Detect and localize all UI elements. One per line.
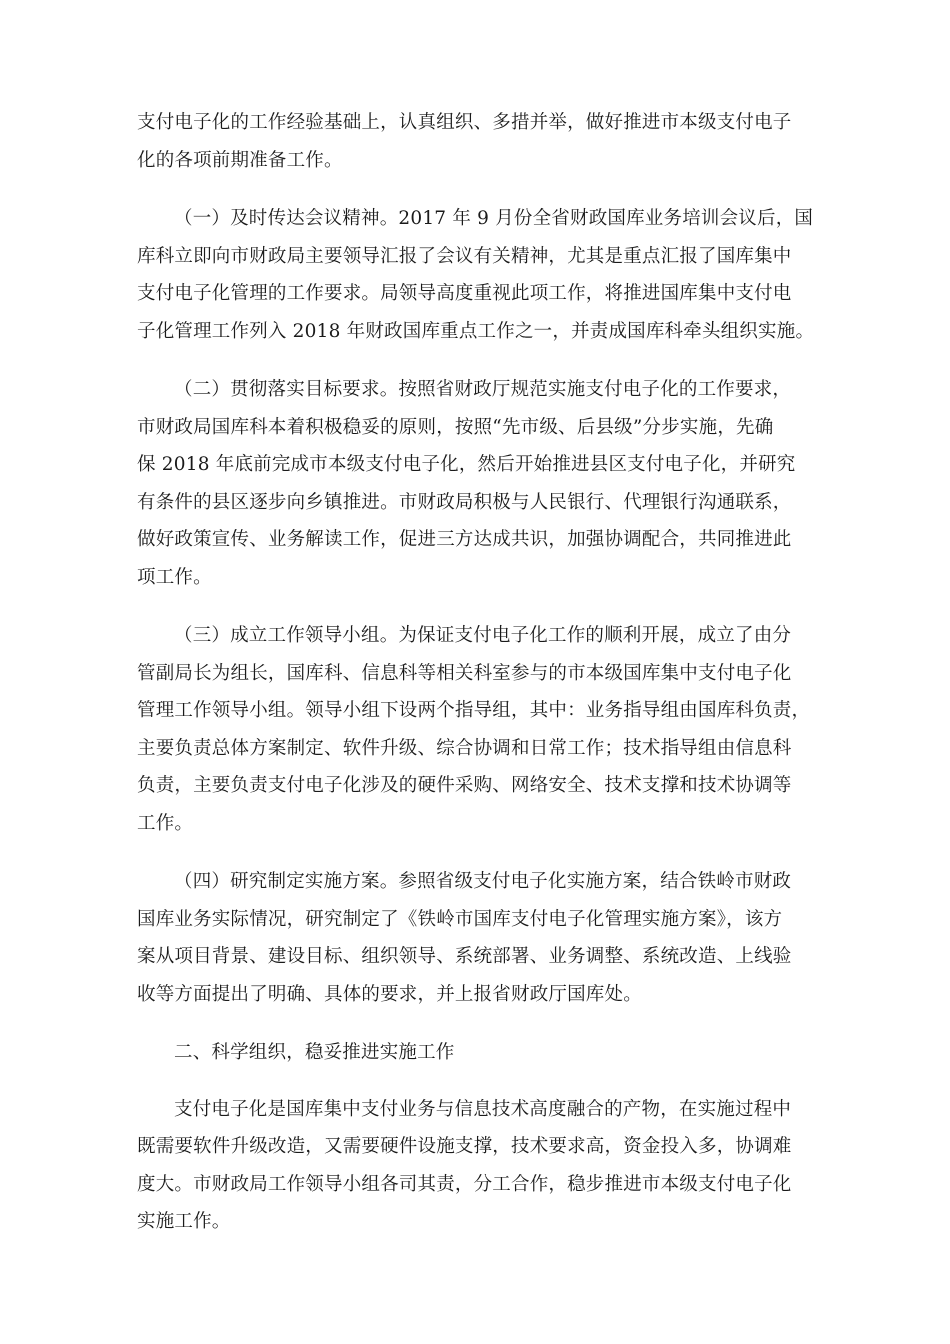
text-line: 实施工作。 bbox=[137, 1211, 231, 1232]
text-line: （三）成立工作领导小组。为保证支付电子化工作的顺利开展，成立了由分 bbox=[174, 625, 792, 646]
text-line: 支付电子化是国库集中支付业务与信息技术高度融合的产物，在实施过程中 bbox=[174, 1098, 792, 1120]
heading-text: 二、科学组织，稳妥推进实施工作 bbox=[174, 1042, 455, 1063]
text-line: 有条件的县区逐步向乡镇推进。市财政局积极与人民银行、代理银行沟通联系， bbox=[137, 491, 792, 513]
text-line: 子化管理工作列入 2018 年财政国库重点工作之一，并责成国库科牵头组织实施。 bbox=[137, 320, 815, 342]
text-line: 管理工作领导小组。领导小组下设两个指导组，其中：业务指导组由国库科负责， bbox=[137, 700, 811, 721]
text-line: 主要负责总体方案制定、软件升级、综合协调和日常工作；技术指导组由信息科 bbox=[137, 737, 792, 759]
text-line: 工作。 bbox=[137, 812, 194, 834]
text-line: （四）研究制定实施方案。参照省级支付电子化实施方案，结合铁岭市财政 bbox=[174, 871, 792, 892]
text-line: 化的各项前期准备工作。 bbox=[137, 149, 343, 171]
text-line: 国库业务实际情况，研究制定了《铁岭市国库支付电子化管理实施方案》，该方 bbox=[137, 908, 783, 930]
text-line: 项工作。 bbox=[137, 566, 212, 588]
text-line: 市财政局国库科本着积极稳妥的原则，按照“先市级、后县级”分步实施，先确 bbox=[137, 416, 774, 438]
text-line: （一）及时传达会议精神。2017 年 9 月份全省财政国库业务培训会议后，国 bbox=[174, 208, 814, 229]
text-line: 支付电子化的工作经验基础上，认真组织、多措并举，做好推进市本级支付电子 bbox=[137, 112, 792, 133]
text-line: 收等方面提出了明确、具体的要求，并上报省财政厅国库处。 bbox=[137, 983, 642, 1005]
paragraph-section-1 bbox=[137, 200, 827, 350]
text-line: （二）贯彻落实目标要求。按照省财政厅规范实施支付电子化的工作要求， bbox=[174, 379, 792, 400]
text-line: 案从项目背景、建设目标、组织领导、系统部署、业务调整、系统改造、上线验 bbox=[137, 946, 792, 967]
section-heading bbox=[137, 1034, 827, 1072]
paragraph-section-2 bbox=[137, 371, 827, 596]
paragraph-section-4 bbox=[137, 863, 827, 1013]
paragraph-section-3 bbox=[137, 617, 827, 842]
text-line: 支付电子化管理的工作要求。局领导高度重视此项工作，将推进国库集中支付电 bbox=[137, 283, 792, 304]
text-line: 库科立即向市财政局主要领导汇报了会议有关精神，尤其是重点汇报了国库集中 bbox=[137, 245, 792, 267]
text-line: 度大。市财政局工作领导小组各司其责，分工合作，稳步推进市本级支付电子化 bbox=[137, 1173, 792, 1195]
text-line: 既需要软件升级改造，又需要硬件设施支撑，技术要求高，资金投入多，协调难 bbox=[137, 1136, 792, 1157]
text-line: 负责，主要负责支付电子化涉及的硬件采购、网络安全、技术支撑和技术协调等 bbox=[137, 775, 792, 796]
paragraph-section-5 bbox=[137, 1091, 827, 1241]
text-line: 管副局长为组长，国库科、信息科等相关科室参与的市本级国库集中支付电子化 bbox=[137, 662, 792, 684]
text-line: 做好政策宣传、业务解读工作，促进三方达成共识，加强协调配合，共同推进此 bbox=[137, 529, 792, 550]
document-body bbox=[137, 104, 827, 1262]
text-line: 保 2018 年底前完成市本级支付电子化，然后开始推进县区支付电子化，并研究 bbox=[137, 454, 796, 475]
paragraph-intro-continuation bbox=[137, 104, 827, 179]
